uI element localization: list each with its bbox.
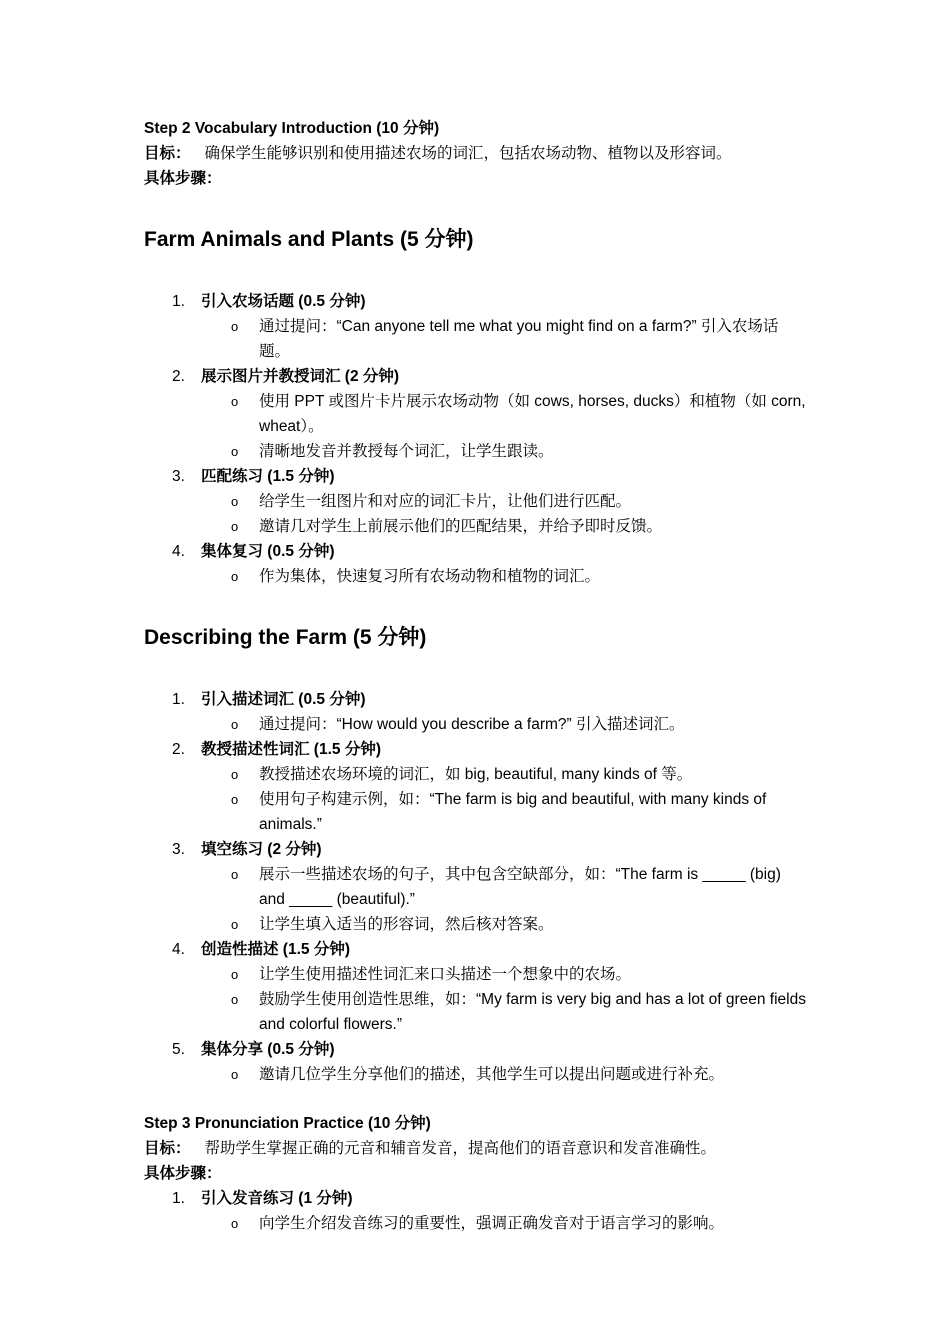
sub-item	[144, 787, 809, 837]
step-item	[144, 1037, 809, 1087]
hollow-bullet-icon: o	[231, 992, 239, 1007]
step-number: 2.	[172, 368, 185, 385]
step-item	[144, 464, 809, 539]
sub-item	[144, 489, 809, 514]
sub-item-text: 通过提问：“How would you describe a farm?” 引入描述词汇。	[259, 716, 685, 733]
section1-step-list	[144, 289, 809, 589]
step2-goal-text: 确保学生能够识别和使用描述农场的词汇，包括农场动物、植物以及形容词。	[204, 145, 732, 162]
sub-item-text: 作为集体，快速复习所有农场动物和植物的词汇。	[259, 568, 601, 585]
sub-item-text: 展示一些描述农场的句子，其中包含空缺部分，如：“The farm is _____ (big) and _____ (beautiful).”	[259, 866, 781, 908]
step3-goal-label: 目标：	[144, 1140, 191, 1157]
step-item	[144, 837, 809, 937]
step-item	[144, 737, 809, 837]
sub-item-text: 教授描述农场环境的词汇，如 big, beautiful, many kinds of 等。	[259, 766, 693, 783]
sub-item-text: 给学生一组图片和对应的词汇卡片，让他们进行匹配。	[259, 493, 632, 510]
sub-item-list	[201, 1062, 809, 1087]
hollow-bullet-icon: o	[231, 767, 239, 782]
hollow-bullet-icon: o	[231, 717, 239, 732]
sub-item	[144, 1062, 809, 1087]
sub-item	[144, 912, 809, 937]
hollow-bullet-icon: o	[231, 1067, 239, 1082]
sub-item-list	[201, 1211, 809, 1236]
document-page	[144, 116, 809, 1236]
step-title: 创造性描述 (1.5 分钟)	[201, 941, 350, 958]
step3-heading: Step 3 Pronunciation Practice (10 分钟)	[144, 1115, 431, 1132]
step-number: 1.	[172, 691, 185, 708]
step-item	[144, 364, 809, 464]
hollow-bullet-icon: o	[231, 917, 239, 932]
sub-item-list	[201, 862, 809, 937]
sub-item-list	[201, 314, 809, 364]
step-item	[144, 687, 809, 737]
sub-item-text: 向学生介绍发音练习的重要性，强调正确发音对于语言学习的影响。	[259, 1215, 725, 1232]
step-number: 1.	[172, 1190, 185, 1207]
sub-item	[144, 962, 809, 987]
step-item	[144, 937, 809, 1037]
sub-item	[144, 439, 809, 464]
sub-item-list	[201, 712, 809, 737]
step-title: 匹配练习 (1.5 分钟)	[201, 468, 335, 485]
sub-item	[144, 987, 809, 1037]
step-number: 2.	[172, 741, 185, 758]
step-title: 引入描述词汇 (0.5 分钟)	[201, 691, 366, 708]
step-number: 1.	[172, 293, 185, 310]
hollow-bullet-icon: o	[231, 967, 239, 982]
step-title: 引入发音练习 (1 分钟)	[201, 1190, 353, 1207]
step-title: 教授描述性词汇 (1.5 分钟)	[201, 741, 381, 758]
step2-goal-label: 目标：	[144, 145, 191, 162]
hollow-bullet-icon: o	[231, 569, 239, 584]
hollow-bullet-icon: o	[231, 494, 239, 509]
step3-goal	[144, 1136, 809, 1161]
sub-item-text: 邀请几位学生分享他们的描述，其他学生可以提出问题或进行补充。	[259, 1066, 725, 1083]
step-number: 5.	[172, 1041, 185, 1058]
sub-item-list	[201, 762, 809, 837]
sub-item-list	[201, 564, 809, 589]
hollow-bullet-icon: o	[231, 319, 239, 334]
sub-item-text: 鼓励学生使用创造性思维，如：“My farm is very big and has a lot of green fields and colorful flowers.”	[259, 991, 806, 1033]
sub-item-text: 让学生使用描述性词汇来口头描述一个想象中的农场。	[259, 966, 632, 983]
step3-goal-text: 帮助学生掌握正确的元音和辅音发音，提高他们的语音意识和发音准确性。	[204, 1140, 717, 1157]
sub-item-text: 邀请几对学生上前展示他们的匹配结果，并给予即时反馈。	[259, 518, 663, 535]
sub-item	[144, 862, 809, 912]
step-title: 集体分享 (0.5 分钟)	[201, 1041, 335, 1058]
sub-item	[144, 314, 809, 364]
step-number: 3.	[172, 841, 185, 858]
hollow-bullet-icon: o	[231, 444, 239, 459]
sub-item-text: 使用句子构建示例，如：“The farm is big and beautiful, with many kinds of animals.”	[259, 791, 767, 833]
hollow-bullet-icon: o	[231, 519, 239, 534]
section2-step-list	[144, 687, 809, 1087]
step-item	[144, 289, 809, 364]
step3-step-list	[144, 1186, 809, 1236]
sub-item	[144, 564, 809, 589]
step-number: 4.	[172, 543, 185, 560]
section1-title: Farm Animals and Plants (5 分钟)	[144, 228, 474, 251]
step2-steps-label: 具体步骤：	[144, 170, 222, 187]
sub-item-list	[201, 489, 809, 539]
step-title: 集体复习 (0.5 分钟)	[201, 543, 335, 560]
sub-item-text: 让学生填入适当的形容词，然后核对答案。	[259, 916, 554, 933]
step2-heading: Step 2 Vocabulary Introduction (10 分钟)	[144, 120, 440, 137]
step-item	[144, 1186, 809, 1236]
sub-item-text: 使用 PPT 或图片卡片展示农场动物（如 cows, horses, ducks）和植物（如 corn, wheat）。	[259, 393, 806, 435]
sub-item	[144, 1211, 809, 1236]
step-number: 4.	[172, 941, 185, 958]
section2-title: Describing the Farm (5 分钟)	[144, 626, 427, 649]
sub-item-text: 通过提问：“Can anyone tell me what you might find on a farm?” 引入农场话题。	[259, 318, 779, 360]
step-item	[144, 539, 809, 589]
step-number: 3.	[172, 468, 185, 485]
step-title: 引入农场话题 (0.5 分钟)	[201, 293, 366, 310]
hollow-bullet-icon: o	[231, 792, 239, 807]
hollow-bullet-icon: o	[231, 1216, 239, 1231]
sub-item	[144, 712, 809, 737]
hollow-bullet-icon: o	[231, 394, 239, 409]
step2-goal	[144, 141, 809, 166]
step-title: 展示图片并教授词汇 (2 分钟)	[201, 368, 400, 385]
sub-item-text: 清晰地发音并教授每个词汇，让学生跟读。	[259, 443, 554, 460]
step-title: 填空练习 (2 分钟)	[201, 841, 322, 858]
hollow-bullet-icon: o	[231, 867, 239, 882]
sub-item	[144, 514, 809, 539]
step3-steps-label: 具体步骤：	[144, 1165, 222, 1182]
sub-item	[144, 389, 809, 439]
sub-item	[144, 762, 809, 787]
sub-item-list	[201, 389, 809, 464]
sub-item-list	[201, 962, 809, 1037]
